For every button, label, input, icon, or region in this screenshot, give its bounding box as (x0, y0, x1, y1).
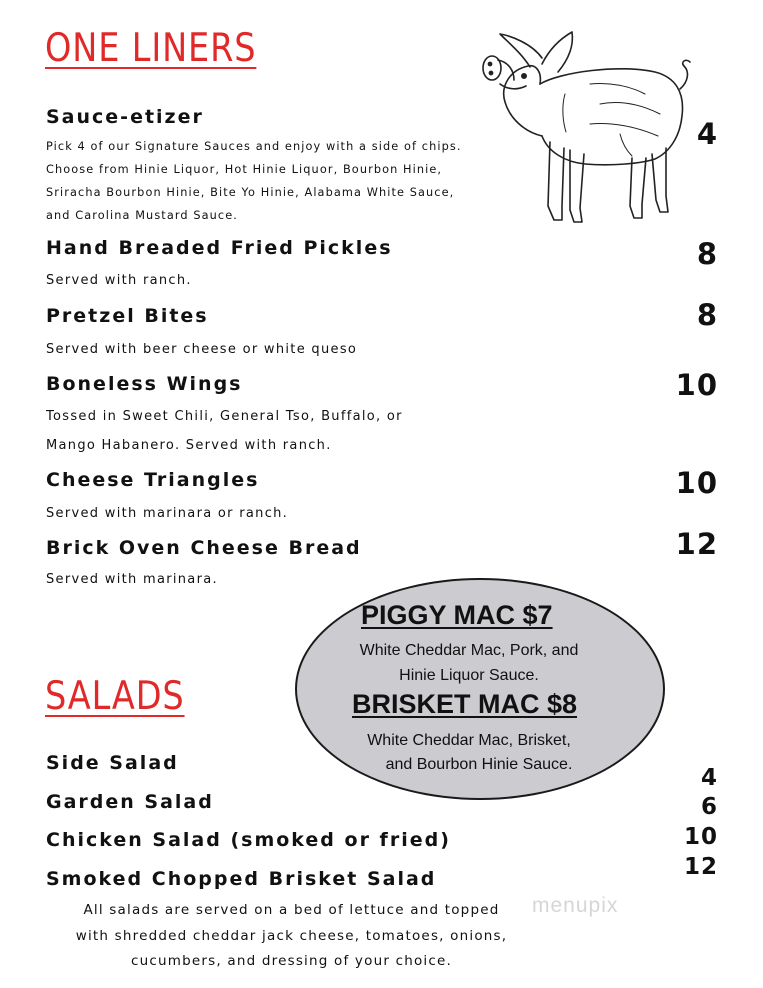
brisket-mac-description: and Bourbon Hinie Sauce. (385, 756, 573, 773)
item-price: 10 (675, 368, 718, 402)
item-description: Served with marinara or ranch. (46, 506, 289, 521)
item-description: Served with beer cheese or white queso (46, 342, 358, 357)
item-name: Hand Breaded Fried Pickles (46, 237, 393, 259)
item-price: 4 (696, 117, 718, 151)
item-name: Pretzel Bites (46, 305, 209, 327)
item-description: Mango Habanero. Served with ranch. (46, 438, 332, 453)
salad-name: Chicken Salad (smoked or fried) (46, 829, 451, 851)
item-description: Served with marinara. (46, 572, 218, 587)
item-description: Choose from Hinie Liquor, Hot Hinie Liquor, Bourbon Hinie, (46, 163, 443, 176)
piggy-mac-description: Hinie Liquor Sauce. (399, 667, 539, 684)
item-description: Tossed in Sweet Chili, General Tso, Buffalo, or (46, 409, 403, 424)
watermark: menupix (532, 894, 619, 917)
piggy-mac-title: PIGGY MAC $7 (361, 600, 553, 630)
salad-note: cucumbers, and dressing of your choice. (131, 953, 452, 969)
item-price: 12 (675, 527, 718, 561)
salad-price: 10 (683, 824, 718, 850)
salad-price: 12 (683, 854, 718, 880)
item-name: Brick Oven Cheese Bread (46, 537, 362, 559)
item-name: Cheese Triangles (46, 469, 260, 491)
item-description: Sriracha Bourbon Hinie, Bite Yo Hinie, Alabama White Sauce, (46, 186, 455, 199)
salad-price: 4 (700, 765, 718, 791)
piggy-mac-description: White Cheddar Mac, Pork, and (359, 642, 579, 659)
item-price: 8 (696, 298, 718, 332)
item-name: Sauce-etizer (46, 106, 204, 128)
salad-note: with shredded cheddar jack cheese, tomatoes, onions, (75, 928, 508, 944)
item-price: 10 (675, 466, 718, 500)
item-name: Boneless Wings (46, 373, 243, 395)
salad-name: Garden Salad (46, 791, 214, 813)
item-description: and Carolina Mustard Sauce. (46, 209, 238, 222)
salad-price: 6 (700, 794, 718, 820)
brisket-mac-title: BRISKET MAC $8 (352, 689, 578, 719)
item-description: Pick 4 of our Signature Sauces and enjoy with a side of chips. (46, 140, 462, 153)
item-description: Served with ranch. (46, 273, 192, 288)
one-liners-title: ONE LINERS (45, 26, 257, 71)
item-price: 8 (696, 237, 718, 271)
salad-name: Smoked Chopped Brisket Salad (46, 868, 437, 890)
brisket-mac-description: White Cheddar Mac, Brisket, (367, 732, 571, 749)
salads-title: SALADS (45, 674, 185, 719)
salad-name: Side Salad (46, 752, 179, 774)
salad-note: All salads are served on a bed of lettuce and topped (83, 902, 500, 918)
